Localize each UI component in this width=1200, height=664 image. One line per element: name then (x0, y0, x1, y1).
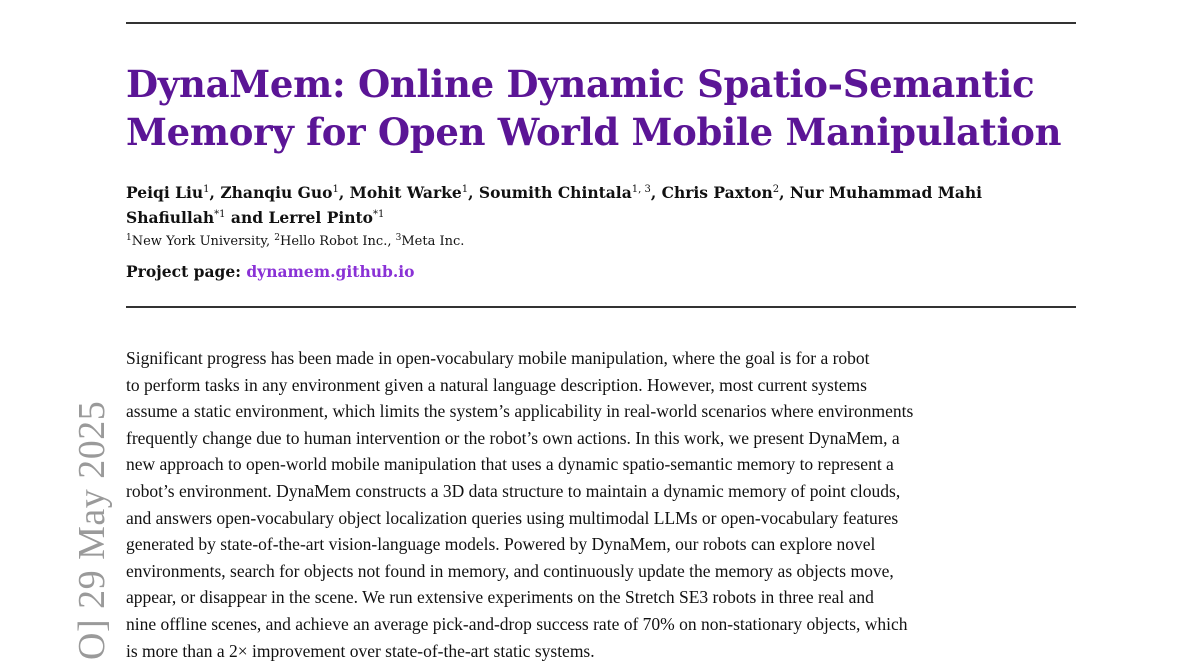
author-name: Nur Muhammad Mahi (789, 183, 983, 202)
author-affil-sup: 1, 3 (631, 184, 651, 195)
author-affil-sup: *1 (214, 209, 226, 220)
affil-name: Meta Inc. (401, 234, 465, 249)
author-name: Soumith Chintala (478, 183, 632, 202)
affil-sup: 1 (126, 233, 132, 243)
abstract-line: is more than a 2× improvement over state-of-the-art static systems. (126, 640, 595, 661)
author-affil-sup: 1 (332, 184, 339, 195)
author-line-2 (126, 205, 1086, 230)
author-affil-sup: 1 (203, 184, 210, 195)
project-page-link[interactable]: dynamem.github.io (246, 262, 415, 281)
abstract-line: to perform tasks in any environment given a natural language description. However, most current systems (126, 374, 867, 395)
abstract (126, 345, 1086, 664)
author-affil-sup: *1 (373, 209, 385, 220)
author-line-1 (126, 180, 1086, 205)
top-rule (126, 22, 1076, 24)
author-separator: , (338, 183, 350, 202)
affil-separator: , (265, 234, 275, 249)
arxiv-side-stamp (30, 380, 113, 660)
author-name: Chris Paxton (661, 183, 773, 202)
author-affil-sup: 2 (772, 184, 780, 195)
abstract-line: and answers open-vocabulary object localization queries using multimodal LLMs or open-vocabulary features (126, 507, 899, 528)
affil-sup: 3 (395, 233, 402, 243)
abstract-line: assume a static environment, which limits the system’s applicability in real-world scenarios where environments (126, 401, 914, 422)
project-page (126, 261, 414, 283)
author-separator: , (209, 183, 221, 202)
title-line-2: Memory for Open World Mobile Manipulation (126, 110, 1062, 154)
author-separator: and (225, 208, 269, 227)
affil-name: New York University (131, 234, 266, 249)
affil-name: Hello Robot Inc. (279, 234, 388, 249)
author-name: Lerrel Pinto (268, 208, 374, 227)
abstract-line: new approach to open-world mobile manipulation that uses a dynamic spatio-semantic memory to represent a (126, 454, 894, 475)
abstract-line: generated by state-of-the-art vision-language models. Powered by DynaMem, our robots can explore novel (126, 534, 876, 555)
project-page-label: Project page: (126, 262, 241, 281)
abstract-line: frequently change due to human intervention or the robot’s own actions. In this work, we present DynaMem, a (126, 427, 900, 448)
author-separator: , (468, 183, 479, 202)
author-name: Shafiullah (126, 208, 215, 227)
title-line-1: DynaMem: Online Dynamic Spatio-Semantic (126, 62, 1035, 106)
affiliations (126, 232, 464, 252)
affil-sup: 2 (274, 233, 280, 243)
author-list (126, 180, 1086, 230)
abstract-line: robot’s environment. DynaMem constructs a 3D data structure to maintain a dynamic memory of point clouds, (126, 480, 901, 501)
abstract-line: environments, search for objects not found in memory, and continuously update the memory as objects move, (126, 560, 894, 581)
affil-separator: , (387, 234, 396, 249)
paper-title (126, 60, 1086, 156)
header-bottom-rule (126, 306, 1076, 308)
author-separator: , (650, 183, 662, 202)
abstract-line: appear, or disappear in the scene. We run extensive experiments on the Stretch SE3 robots in three real and (126, 587, 874, 608)
arxiv-stamp-text: O] 29 May 2025 (71, 400, 113, 660)
author-name: Mohit Warke (349, 183, 462, 202)
author-name: Zhanqiu Guo (220, 183, 333, 202)
author-separator: , (779, 183, 790, 202)
author-name: Peiqi Liu (126, 183, 204, 202)
abstract-line: Significant progress has been made in open-vocabulary mobile manipulation, where the goal is for a robot (126, 348, 870, 368)
author-affil-sup: 1 (461, 184, 469, 195)
abstract-line: nine offline scenes, and achieve an average pick-and-drop success rate of 70% on non-stationary objects, which (126, 613, 908, 634)
